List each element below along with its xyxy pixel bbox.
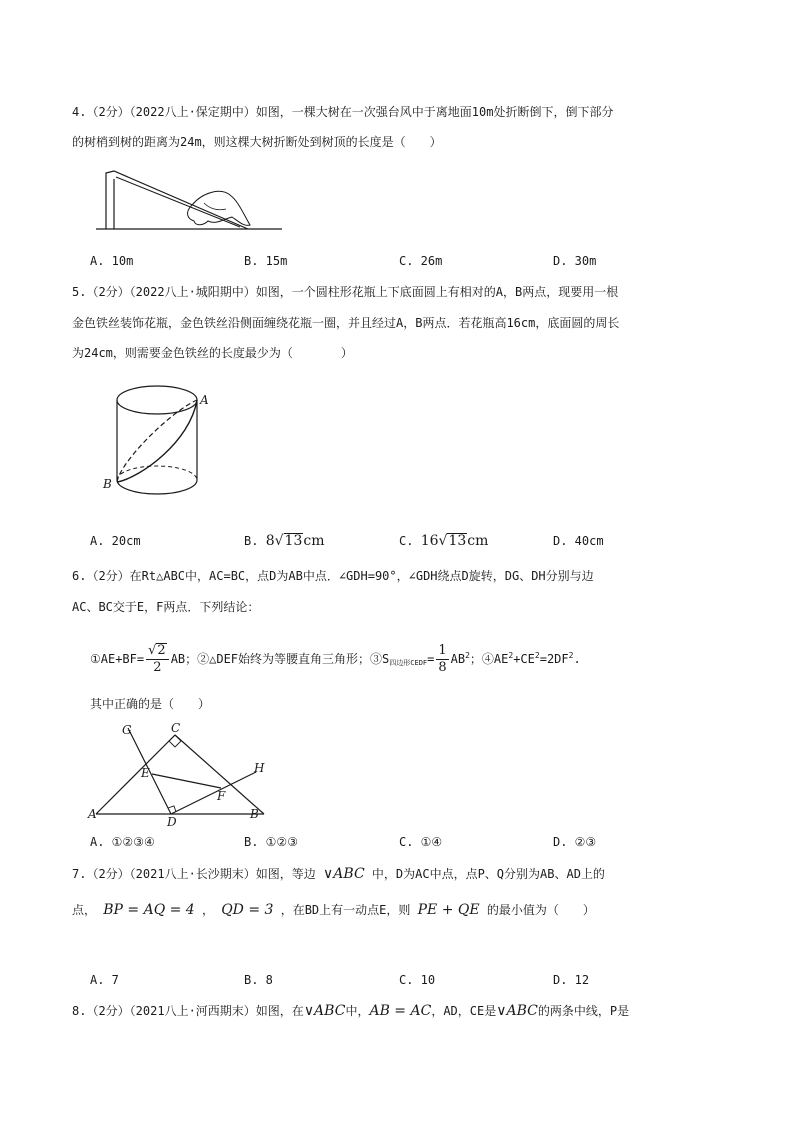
q6-c1-post: AB；②△DEF始终为等腰直角三角形；③S [170,652,390,666]
q4-option-d: D. 30m [553,254,597,268]
q5-line-1: 5.（2分）（2022八上·城阳期中）如图，一个圆柱形花瓶上下底面圆上有相对的A，B两点，现要用一根 [72,285,619,299]
q7-line-1 [72,864,605,884]
q6-c1-den: 2 [153,660,162,675]
q6-label-c: C [171,721,181,735]
q8-post: 的两条中线，P是 [537,1004,630,1018]
q4-option-c: C. 26m [399,254,443,268]
q4-option-a: A. 10m [90,254,134,268]
q5-option-b-coef: 8 [265,533,275,549]
q7-option-a: A. 7 [90,973,119,987]
q5-label-a: A [200,393,209,407]
q5-option-c-radicand: 13 [448,533,467,549]
q6-c4-pre: ；④AE [469,652,509,666]
q6-label-e: E [141,766,150,780]
q6-c4-end: . [573,652,581,666]
q6-triangle-figure [88,721,278,829]
q5-cylinder-figure [100,382,210,502]
q6-c3-eq: = [427,652,435,666]
q4-tree-figure [92,165,292,235]
q6-question: 其中正确的是（ ） [90,697,211,711]
q7-option-b: B. 8 [244,973,273,987]
q6-c3-fraction [436,643,448,676]
q6-c4-mid: +CE [513,652,535,666]
q7-line-2-math-3: PE + QE [417,902,480,918]
q7-line-2-mid: ，在BD上有一动点E，则 [280,903,411,917]
q6-c1-num: 2 [157,643,166,658]
q7-option-d: D. 12 [553,973,590,987]
q6-line-2: AC、BC交于E，F两点．下列结论： [72,600,260,614]
q8-mid-2: ，AD，CE是 [431,1004,497,1018]
q5-option-b: B. 8√13cm [244,533,325,549]
q5-option-c: C. 16√13cm [399,533,489,549]
q5-option-c-unit: cm [467,533,489,549]
q7-option-c: C. 10 [399,973,436,987]
q6-c4-sup2: 2 [534,651,540,660]
q6-c1-fraction: $\frac{√2}{2}$ [146,643,169,676]
q5-label-b: B [103,477,112,491]
q6-c1-pre: ①AE+BF= [90,652,145,666]
q5-line-2: 金色铁丝装饰花瓶，金色铁丝沿侧面缠绕花瓶一圈，并且经过A，B两点．若花瓶高16cm，底面圆的周长 [72,316,620,330]
q7-line-1-math: ∨ABC [323,866,365,882]
q7-line-2-pre: 点， [72,903,97,917]
q5-option-b-unit: cm [303,533,325,549]
q6-option-d: D. ②③ [553,835,597,849]
q6-c4-sup1: 2 [508,651,514,660]
q6-c3-num: 1 [438,643,447,658]
q6-c4-sup3: 2 [568,651,574,660]
q6-option-b: B. ①②③ [244,835,298,849]
q6-label-a: A [88,807,97,821]
q6-option-c: C. ①④ [399,835,443,849]
q5-line-3: 为24cm，则需要金色铁丝的长度最少为（ ） [72,346,353,360]
q8-pre: 8.（2分）（2021八上·河西期末）如图，在 [72,1004,304,1018]
q7-line-1-pre: 7.（2分）（2021八上·长沙期末）如图，等边 [72,867,316,881]
q6-label-b: B [250,807,259,821]
q5-option-c-coef: 16 [420,533,439,549]
q8-line-1 [72,1001,629,1021]
q6-option-a: A. ①②③④ [90,835,155,849]
q5-option-b-radicand: 13 [284,533,303,549]
q7-line-2 [72,900,595,920]
q6-label-f: F [217,789,226,803]
q4-line-2: 的树梢到树的距离为24m，则这棵大树折断处到树顶的长度是（ ） [72,135,442,149]
q6-c4-mid2: =2DF [539,652,569,666]
q7-line-1-post: 中，D为AC中点，点P、Q分别为AB、AD上的 [371,867,605,881]
q8-math-2: AB = AC [369,1003,432,1019]
q6-label-d: D [167,815,177,829]
q8-mid-1: 中， [345,1004,370,1018]
q6-conclusions [90,636,581,683]
q6-line-1: 6.（2分）在Rt△ABC中，AC=BC，点D为AB中点．∠GDH=90°，∠GDH绕点D旋转，DG、DH分别与边 [72,569,594,583]
q8-math-3: ∨ABC [496,1003,538,1019]
q7-line-2-math-2: QD = 3 [221,902,274,918]
q6-label-h: H [254,761,265,775]
q5-option-b-prefix: B. [244,534,259,548]
q5-option-d: D. 40cm [553,534,604,548]
q7-line-2-math-1: BP = AQ = 4 [103,902,195,918]
q8-math-1: ∨ABC [303,1003,346,1019]
q6-c3-den: 8 [438,660,447,675]
q5-option-a: A. 20cm [90,534,141,548]
q6-label-g: G [122,723,132,737]
q4-line-1: 4.（2分）（2022八上·保定期中）如图，一棵大树在一次强台风中于离地面10m处折断倒下，倒下部分 [72,105,614,119]
q5-option-c-prefix: C. [399,534,414,548]
q7-line-2-sep: ， [201,903,214,917]
q4-option-b: B. 15m [244,254,288,268]
q6-c3-post: AB [450,652,466,666]
q7-line-2-post: 的最小值为（ ） [486,903,595,917]
q6-c3-sup: 2 [465,651,470,660]
q6-c3-sub: 四边形CEDF [389,659,428,667]
